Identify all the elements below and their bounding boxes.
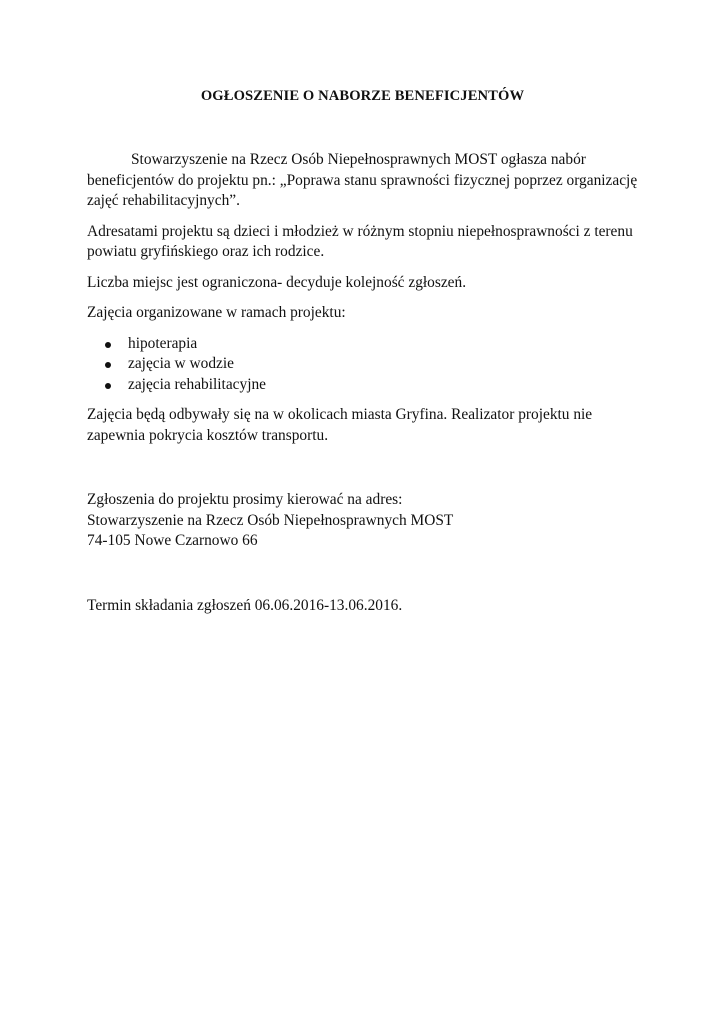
activities-heading: Zajęcia organizowane w ramach projektu: [87,304,346,321]
audience-paragraph: Adresatami projektu są dzieci i młodzież w różnym stopniu niepełnosprawności z terenu powiatu gryfińskiego oraz ich rodzice. [87,222,633,260]
limit-paragraph: Liczba miejsc jest ograniczona- decyduje kolejność zgłoszeń. [87,273,467,291]
intro-paragraph: Stowarzyszenie na Rzecz Osób Niepełnosprawnych MOST ogłasza nabór beneficjentów do projektu pn.: „Poprawa stanu sprawności fizycznej poprzez organizację zajęć rehabilitacyjnych”. [87,151,638,209]
list-item [87,354,647,375]
list-item-label: zajęcia rehabilitacyjne [128,375,266,393]
location-paragraph: Zajęcia będą odbywały się na w okolicach miasta Gryfina. Realizator projektu nie zapewnia pokrycia kosztów transportu. [87,406,593,444]
document-title: OGŁOSZENIE O NABORZE BENEFICJENTÓW [200,88,525,104]
deadline-paragraph: Termin składania zgłoszeń 06.06.2016-13.06.2016. [87,596,403,614]
list-item [87,334,647,355]
address-block [87,490,647,552]
address-organization: Stowarzyszenie na Rzecz Osób Niepełnosprawnych MOST [87,511,454,529]
address-street: 74-105 Nowe Czarnowo 66 [87,532,258,549]
document-body [87,150,647,616]
address-lead: Zgłoszenia do projektu prosimy kierować na adres: [87,491,403,508]
bullet-icon [105,362,111,368]
list-item [87,375,647,396]
bullet-icon [105,383,111,389]
activities-list [87,334,647,396]
bullet-icon [105,342,111,348]
list-item-label: hipoterapia [128,334,198,352]
list-item-label: zajęcia w wodzie [128,355,234,372]
